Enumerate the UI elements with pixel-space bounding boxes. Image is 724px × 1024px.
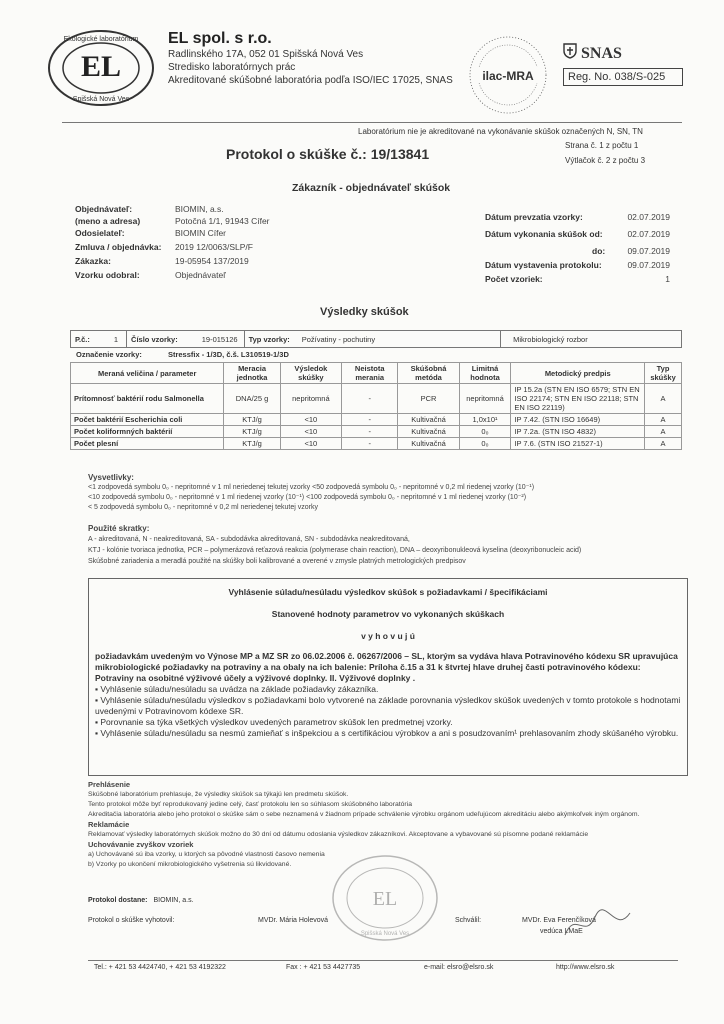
- footer-email: e-mail: elsro@elsro.sk: [424, 964, 494, 971]
- bullet-item: ▪ Vyhlásenie súladu/nesúladu výsledkov s požiadavkami bolo vytvorené na základe porovnania výsledkov skúšok uvedených v tomto protokole s hodnotami uvedenými v Potravinovom kódexe SR.: [95, 695, 681, 716]
- ilac-label: ilac-MRA: [482, 69, 534, 83]
- customer-heading: Zákazník - objednávateľ skúšok: [292, 182, 451, 194]
- explanation-line: <1 zodpovedá symbolu 0₀ - nepritomné v 1 ml neriedenej tekutej vzorky <50 zodpovedá symbolu 0₀ - nepritomné v 0,2 ml riedenej vzorky (10⁻¹): [88, 484, 535, 491]
- dates-block: [485, 212, 670, 288]
- results-table: [70, 362, 682, 450]
- footer-tel: Tel.: + 421 53 4424740, + 421 53 4192322: [94, 964, 226, 971]
- explanations: Vysvetlivky: <1 zodpovedá symbolu 0₀ - nepritomné v 1 ml neriedenej tekutej vzorky <50 zodpovedá symbolu 0₀ - nepritomné v 0,2 ml riedenej vzorky (10⁻¹) <10 zodpovedá symbolu 0₀ - nepritomné v 1 ml riedenej vzorky (10⁻¹) <100 zodpovedá symbolu 0₀ - nepritomné v 1 ml riedenej vzorky (10⁻²) < 5 zodpovedá symbolu 0₀ - nepritomné v 0,2 ml neriedenej tekutej vzorky: [88, 473, 688, 513]
- abbreviation-line: Skúšobné zariadenia a meradlá použité na skúšky boli kalibrované a overené v zmysle platných metrologických predpisov: [88, 558, 466, 565]
- date-row: do: 09.07.2019: [592, 246, 670, 256]
- company-name: EL spol. s r.o.: [168, 30, 272, 47]
- date-row: Dátum vykonania skúšok od: 02.07.2019: [485, 229, 670, 239]
- company-info: [168, 30, 468, 87]
- snas-registration: Reg. No. 038/S-025: [563, 68, 683, 86]
- company-address: Radlinského 17A, 052 01 Spišská Nová Ves: [168, 49, 364, 60]
- approved-by-role: vedúca LMaE: [540, 928, 583, 935]
- logo-ring-top: Ekologické laboratórium: [63, 36, 139, 43]
- customer-row: Vzorku odobral: Objednávateľ: [75, 270, 226, 280]
- protocol-title: Protokol o skúške č.: 19/13841: [226, 146, 430, 162]
- ilac-mra-logo: [467, 34, 549, 116]
- explanation-line: <10 zodpovedá symbolu 0₀ - nepritomné v 1 ml riedenej vzorky (10⁻¹) <100 zodpovedá symbolu 0₀ - nepritomné v 1 ml riedenej vzorky (10⁻²): [88, 494, 527, 501]
- sample-info-bar: P.č.: 1 Číslo vzorky: 19-015126 Typ vzorky: Požívatiny - pochutiny Mikrobiologický rozbor: [70, 330, 682, 348]
- approved-by-label: Schválil:: [455, 917, 482, 924]
- results-heading: Výsledky skúšok: [320, 306, 409, 318]
- conformity-box: [88, 578, 688, 776]
- bullet-item: ▪ Vyhlásenie súladu/nesúladu sa nesmú zamieňať s inšpekciou a s certifikáciou výrobkov a ani s posudzovaním¹ prehlasovaním zhody skúšaného výrobku.: [95, 728, 679, 738]
- abbreviation-line: A - akreditovaná, N - neakreditovaná, SA - subdodávka akreditovaná, SN - subdodávka neakreditovaná,: [88, 536, 410, 543]
- accreditation-notice: Laboratórium nie je akreditované na vykonávanie skúšok označených N, SN, TN: [358, 127, 643, 136]
- conformity-requirement: požiadavkám uvedeným vo Výnose MP a MZ SR zo 06.02.2006 č. 06267/2006 – SL, ktorým sa vydáva hlava Potravinového kódexu SR upravujúca mikrobiologické požiadavky na potraviny a na obaly na ich balenie: Príloha č.15 a 31 k štvrtej hlave druhej časti potravinového kódexu: Potraviny na osobitné výživové účely a výživové doplnky. II. Výživové doplnky .: [95, 651, 678, 683]
- bullet-item: ▪ Porovnanie sa týka všetkých výsledkov uvedených parametrov skúšok len predmetnej vzorky.: [95, 717, 453, 727]
- stamp-ring: Spišská Nová Ves: [360, 931, 410, 937]
- company-logo: [45, 28, 157, 108]
- explanation-line: < 5 zodpovedá symbolu 0₀ - nepritomné v 0,2 ml neriedenej tekutej vzorky: [88, 504, 318, 511]
- official-stamp: [330, 853, 440, 943]
- conformity-verdict: v y h o v u j ú: [361, 631, 415, 641]
- table-header-row: Meraná veličina / parameter Meracia jednotka Výsledok skúšky Neistota merania Skúšobná metóda Limitná hodnota Metodický predpis Typ skúšky: [71, 363, 682, 384]
- bullet-item: ▪ Vyhlásenie súladu/nesúladu sa uvádza na základe požiadavky zákazníka.: [95, 684, 379, 694]
- customer-row: Odosielateľ: BIOMIN Cífer: [75, 228, 227, 238]
- conformity-bullets: [95, 684, 681, 739]
- customer-row: Zmluva / objednávka: 2019 12/0063/SLP/F: [75, 242, 253, 252]
- conformity-subtitle: Stanovené hodnoty parametrov vo vykonaných skúškach: [271, 609, 505, 619]
- issued-by-label: Protokol o skúške vyhotovil:: [88, 917, 175, 924]
- date-row: Dátum prevzatia vzorky: 02.07.2019: [485, 212, 670, 222]
- customer-row: Zákazka: 19-05954 137/2019: [75, 256, 249, 266]
- declaration: Prehlásenie Skúšobné laboratórium prehlasuje, že výsledky skúšok sa týkajú len predmetu skúšok. Tento protokol môže byť reprodukovaný jedine celý, časť protokolu len so súhlasom skúšobného laboratória Akreditačia laboratória alebo jeho protokol o skúške sám o sebe neznamená v žiadnom prípade schválenie výrobku orgánom udeľujúcom akreditáciu alebo akýmkoľvek iným orgánom. Reklamácie Reklamovať výsledky laboratórnych skúšok možno do 30 dní od dátumu odoslania výsledkov zákazníkovi. Akceptovane a vybavované sú písomne podané reklamácie Uchovávanie zvyškov vzoriek a) Uchovávané sú iba vzorky, u ktorých sa pôvodné vlastnosti časovo nemenia b) Vzorky po ukončení mikrobiologického vyšetrenia sú likvidované.: [88, 780, 640, 868]
- table-row: Prítomnosť baktérií rodu Salmonella DNA/25 g nepritomná - PCR nepritomná IP 15.2a (STN EN ISO 6579; STN EN ISO 22174; STN EN ISO 22118; STN EN ISO 22119) A: [71, 384, 682, 414]
- approved-by-name: MVDr. Eva Ferenčíková: [522, 917, 596, 924]
- footer-fax: Fax : + 421 53 4427735: [286, 964, 361, 971]
- logo-ring-bottom: Spišská Nová Ves: [72, 96, 130, 103]
- abbreviation-line: KTJ - kolónie tvoriaca jednotka, PCR – polymerázová reťazová reakcia (polymerase chain reaction), DNA – deoxyribonukleová kyselina (deoxyribonucleic acid): [88, 547, 582, 554]
- customer-row: (meno a adresa) Potočná 1/1, 91943 Cífer: [75, 216, 270, 226]
- table-row: Počet baktérií Escherichia coli KTJ/g <10 - Kultivačná 1,0x10¹ IP 7.42. (STN ISO 16649) A: [71, 414, 682, 426]
- abbreviations: Použité skratky: A - akreditovaná, N - neakreditovaná, SA - subdodávka akreditovaná, SN - subdodávka neakreditovaná, KTJ - kolónie tvoriaca jednotka, PCR – polymerázová reťazová reakcia (polymerase chain reaction), DNA – deoxyribonukleová kyselina (deoxyribonucleic acid) Skúšobné zariadenia a meradlá použité na skúšky boli kalibrované a overené v zmysle platných metrologických predpisov: [88, 523, 688, 567]
- conformity-title: Vyhlásenie súladu/nesúladu výsledkov skúšok s požiadavkami / špecifikáciami: [228, 587, 548, 597]
- date-row: Počet vzoriek: 1: [485, 274, 670, 284]
- company-center: Stredisko laboratórnych prác: [168, 62, 296, 73]
- sample-label-row: Označenie vzorky: Stressfix - 1/3D, č.š. L310519-1/3D: [76, 350, 289, 359]
- table-row: Počet plesní KTJ/g <10 - Kultivačná 0₀ IP 7.6. (STN ISO 21527-1) A: [71, 438, 682, 450]
- stamp-text: EL: [372, 888, 398, 910]
- shield-icon: [563, 43, 577, 64]
- delivered-to: Protokol dostane: BIOMIN, a.s.: [88, 897, 194, 904]
- issued-by-name: MVDr. Mária Holevová: [258, 917, 329, 924]
- signature: [560, 905, 640, 950]
- date-row: Dátum vystavenia protokolu: 09.07.2019: [485, 260, 670, 270]
- page-count: Strana č. 1 z počtu 1: [565, 141, 639, 150]
- footer-web: http://www.elsro.sk: [556, 964, 615, 971]
- snas-title: SNAS: [581, 44, 622, 62]
- table-row: Počet koliformných baktérií KTJ/g <10 - Kultivačná 0₀ IP 7.2a. (STN ISO 4832) A: [71, 426, 682, 438]
- svg-text:EL: EL: [80, 50, 122, 83]
- customer-row: Objednávateľ: BIOMIN, a.s.: [75, 204, 224, 214]
- copy-count: Výtlačok č. 2 z počtu 3: [565, 156, 646, 165]
- customer-block: [75, 204, 375, 284]
- company-accreditation: Akreditované skúšobné laboratória podľa ISO/IEC 17025, SNAS: [168, 75, 453, 86]
- snas-logo: [563, 43, 683, 93]
